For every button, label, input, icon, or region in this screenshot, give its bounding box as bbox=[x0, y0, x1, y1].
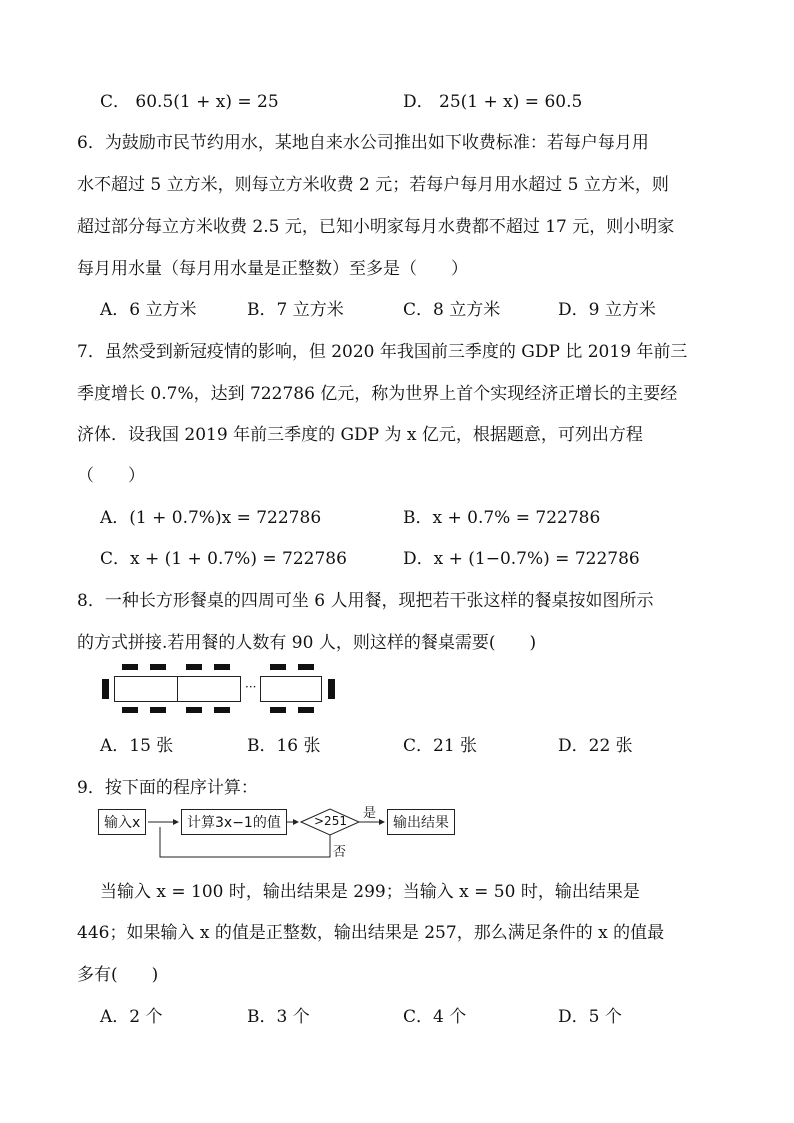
chair-icon bbox=[102, 679, 109, 699]
chair-icon bbox=[214, 707, 230, 713]
chair-icon bbox=[270, 707, 286, 713]
q7-option-b: B．x + 0.7% = 722786 bbox=[403, 508, 601, 528]
q5-option-c-label: C． bbox=[100, 92, 131, 112]
chair-icon bbox=[298, 707, 314, 713]
flow-condition-label: >251 bbox=[314, 814, 347, 828]
q5-option-d-expr: 25(1 + x) = 60.5 bbox=[439, 92, 583, 112]
chair-icon bbox=[328, 679, 335, 699]
q9-option-b: B．3 个 bbox=[247, 1007, 310, 1027]
q7-option-c: C．x + (1 + 0.7%) = 722786 bbox=[100, 549, 347, 569]
q6-line-2: 水不超过 5 立方米，则每立方米收费 2 元；若每户每月用水超过 5 立方米，则 bbox=[77, 175, 669, 195]
table-1 bbox=[114, 676, 178, 702]
q9-line-1: 当输入 x = 100 时，输出结果是 299；当输入 x = 50 时，输出结果是 bbox=[100, 882, 640, 902]
flow-output-box: 输出结果 bbox=[387, 809, 455, 835]
q7-line-2: 季度增长 0.7%，达到 722786 亿元，称为世界上首个实现经济正增长的主要经 bbox=[77, 384, 678, 404]
q8-option-a: A．15 张 bbox=[100, 736, 174, 756]
flow-no-label: 否 bbox=[333, 845, 347, 860]
q9-line-2: 446；如果输入 x 的值是正整数，输出结果是 257，那么满足条件的 x 的值最 bbox=[77, 923, 665, 943]
q6-option-c: C．8 立方米 bbox=[403, 300, 501, 320]
chair-icon bbox=[186, 707, 202, 713]
chair-icon bbox=[150, 707, 166, 713]
chair-icon bbox=[150, 664, 166, 670]
chair-icon bbox=[122, 707, 138, 713]
q6-line-4: 每月用水量（每月用水量是正整数）至多是（ ） bbox=[77, 259, 468, 279]
chair-icon bbox=[214, 664, 230, 670]
q5-option-d bbox=[403, 87, 582, 112]
ellipsis: ··· bbox=[245, 680, 257, 694]
q7-option-d: D．x + (1−0.7%) = 722786 bbox=[403, 549, 640, 569]
table-2 bbox=[177, 676, 241, 702]
q9-title: 9．按下面的程序计算： bbox=[77, 778, 258, 798]
chair-icon bbox=[298, 664, 314, 670]
q6-option-b: B．7 立方米 bbox=[247, 300, 344, 320]
q8-option-d: D．22 张 bbox=[558, 736, 633, 756]
q9-line-3: 多有( ) bbox=[77, 965, 159, 985]
q5-option-d-label: D． bbox=[403, 92, 434, 112]
chair-icon bbox=[122, 664, 138, 670]
q8-line-2: 的方式拼接.若用餐的人数有 90 人，则这样的餐桌需要( ) bbox=[77, 633, 537, 653]
q9-option-a: A．2 个 bbox=[100, 1007, 163, 1027]
q7-line-3: 济体．设我国 2019 年前三季度的 GDP 为 x 亿元，根据题意，可列出方程 bbox=[77, 425, 643, 445]
table-arrangement-diagram bbox=[100, 660, 340, 718]
program-flowchart bbox=[98, 805, 458, 865]
flow-input-box: 输入x bbox=[98, 809, 146, 835]
q6-option-a: A．6 立方米 bbox=[100, 300, 197, 320]
q6-line-1: 6．为鼓励市民节约用水，某地自来水公司推出如下收费标准：若每户每月用 bbox=[77, 133, 649, 153]
chair-icon bbox=[186, 664, 202, 670]
q9-option-c: C．4 个 bbox=[403, 1007, 467, 1027]
flow-yes-label: 是 bbox=[363, 806, 377, 821]
table-n bbox=[260, 676, 322, 702]
q6-option-d: D．9 立方米 bbox=[558, 300, 656, 320]
chair-icon bbox=[270, 664, 286, 670]
q8-option-b: B．16 张 bbox=[247, 736, 321, 756]
q8-line-1: 8．一种长方形餐桌的四周可坐 6 人用餐，现把若干张这样的餐桌按如图所示 bbox=[77, 591, 654, 611]
q8-option-c: C．21 张 bbox=[403, 736, 478, 756]
q6-line-3: 超过部分每立方米收费 2.5 元，已知小明家每月水费都不超过 17 元，则小明家 bbox=[77, 217, 675, 237]
q9-option-d: D．5 个 bbox=[558, 1007, 622, 1027]
q7-line-4: （ ） bbox=[77, 466, 145, 486]
q7-option-a: A．(1 + 0.7%)x = 722786 bbox=[100, 508, 322, 528]
flow-compute-box: 计算3x−1的值 bbox=[181, 809, 287, 835]
q5-option-c bbox=[100, 87, 279, 112]
q5-option-c-expr: 60.5(1 + x) = 25 bbox=[135, 92, 279, 112]
q7-line-1: 7．虽然受到新冠疫情的影响，但 2020 年我国前三季度的 GDP 比 2019 年前三 bbox=[77, 342, 688, 362]
